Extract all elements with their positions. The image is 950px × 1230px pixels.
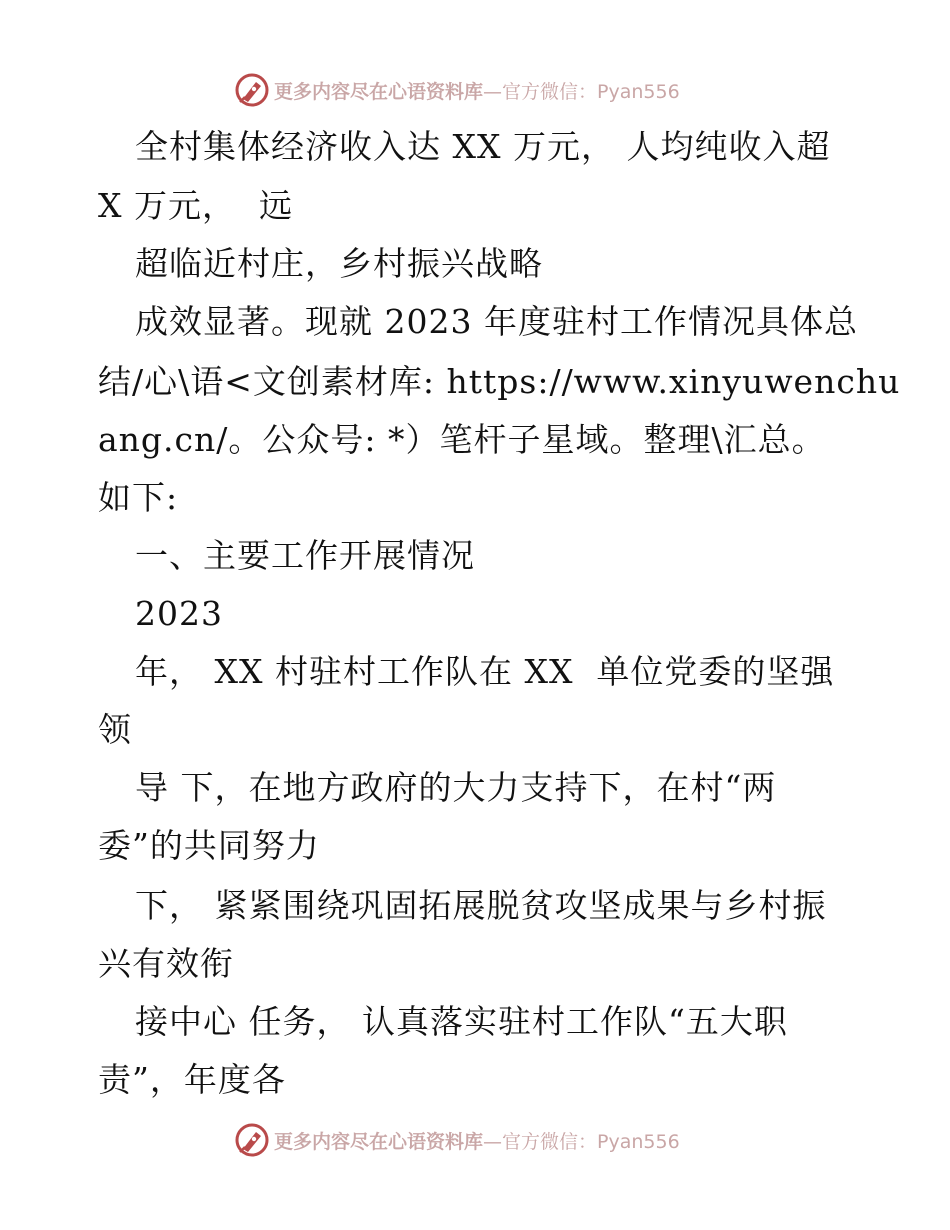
text-line: 结/心\语<文创素材库: https://www.xinyuwenchu xyxy=(98,362,901,401)
text-line: 2023 xyxy=(135,594,223,633)
text-line: 接中心 任务， 认真落实驻村工作队“五大职 xyxy=(135,1002,788,1041)
text-line: 下， 紧紧围绕巩固拓展脱贫攻坚成果与乡村振 xyxy=(135,886,827,925)
footer-watermark xyxy=(234,1120,680,1160)
text-line: 年， XX 村驻村工作队在 XX 单位党委的坚强 xyxy=(135,652,835,691)
text-line: 成效显著。现就 2023 年度驻村工作情况具体总 xyxy=(135,302,858,341)
text-line: 超临近村庄，乡村振兴战略 xyxy=(135,244,543,283)
text-line: 责”，年度各 xyxy=(98,1060,286,1099)
text-line: 如下: xyxy=(98,478,179,517)
pen-logo-icon xyxy=(234,1122,270,1158)
section-heading: 一、主要工作开展情况 xyxy=(135,536,475,575)
text-line: X 万元， 远 xyxy=(98,186,293,225)
watermark-site-text: 更多内容尽在心语资料库 xyxy=(274,1130,484,1153)
watermark-wechat-text: —官方微信：Pyan556 xyxy=(483,80,680,103)
text-line: ang.cn/。公众号: *）笔杆子星域。整理\汇总。 xyxy=(98,420,826,459)
text-line: 导 下，在地方政府的大力支持下，在村“两 xyxy=(135,768,777,807)
watermark-wechat-text: —官方微信：Pyan556 xyxy=(483,1130,680,1153)
text-line: 领 xyxy=(98,710,132,749)
pen-logo-icon xyxy=(234,72,270,108)
text-line: 兴有效衔 xyxy=(98,944,234,983)
text-line: 全村集体经济收入达 XX 万元， 人均纯收入超 xyxy=(135,127,831,166)
text-line: 委”的共同努力 xyxy=(98,826,320,865)
header-watermark xyxy=(234,70,680,110)
watermark-site-text: 更多内容尽在心语资料库 xyxy=(274,80,484,103)
